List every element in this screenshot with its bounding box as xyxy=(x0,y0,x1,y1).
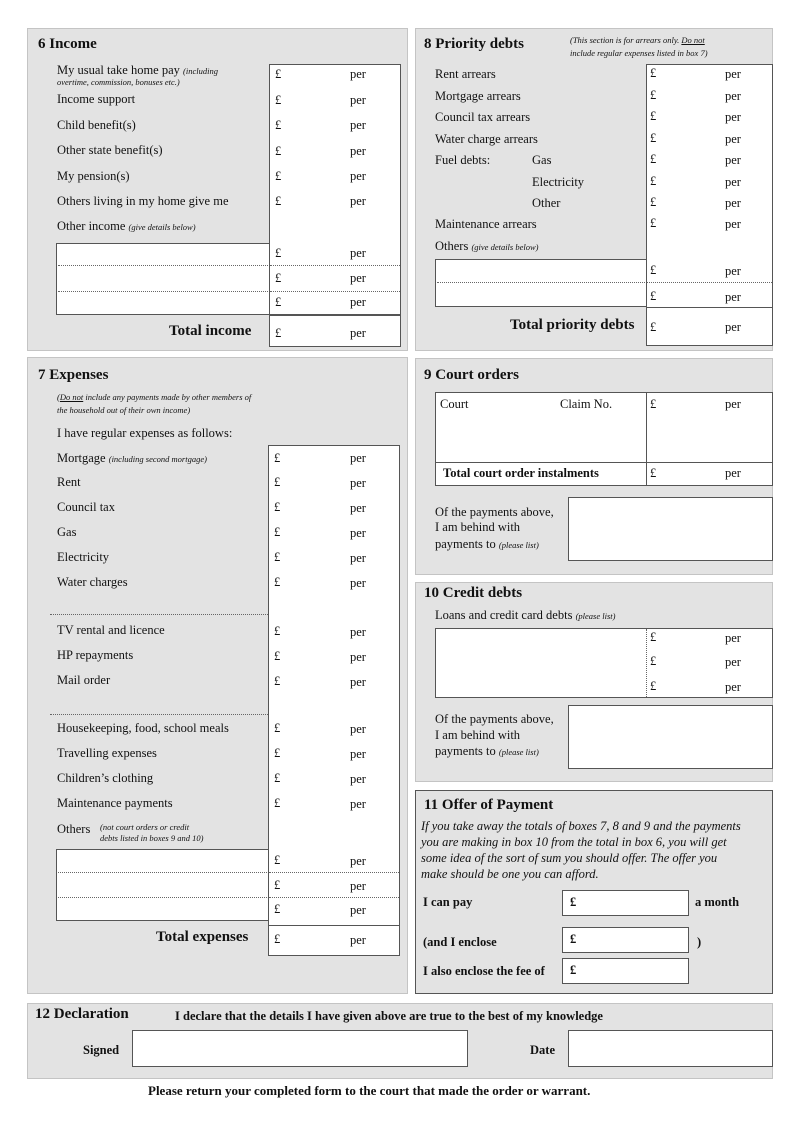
per-label: per xyxy=(350,551,366,565)
court-behind-label-3: payments to (please list) xyxy=(435,537,539,551)
court-behind-label-2: I am behind with xyxy=(435,520,521,534)
per-label: per xyxy=(350,67,366,81)
per-label: per xyxy=(725,397,741,411)
per-label: per xyxy=(350,501,366,515)
per-label: per xyxy=(725,67,741,81)
expense-label-gas: Gas xyxy=(57,525,77,539)
dotted-divider xyxy=(58,897,267,898)
pound-sign: £ xyxy=(650,131,657,145)
expense-label-hp: HP repayments xyxy=(57,648,134,662)
pound-sign: £ xyxy=(275,67,282,81)
pound-sign: £ xyxy=(274,649,281,663)
expense-others-details-input[interactable] xyxy=(56,849,269,921)
pound-sign: £ xyxy=(650,88,657,102)
per-label: per xyxy=(350,326,366,340)
dotted-divider xyxy=(270,265,400,266)
pound-sign: £ xyxy=(274,624,281,638)
per-label: per xyxy=(725,264,741,278)
pound-sign: £ xyxy=(650,174,657,188)
priority-debts-note-1: (This section is for arrears only. Do not xyxy=(570,35,705,45)
pound-sign: £ xyxy=(650,216,657,230)
pound-sign: £ xyxy=(650,152,657,166)
expense-label-others: Others xyxy=(57,822,91,836)
close-paren: ) xyxy=(697,935,702,949)
pound-sign: £ xyxy=(274,746,281,760)
pound-sign: £ xyxy=(275,271,282,285)
divider xyxy=(646,392,647,486)
fee-input[interactable] xyxy=(562,958,689,984)
expense-label-electricity: Electricity xyxy=(57,550,110,564)
per-label: per xyxy=(725,110,741,124)
pound-sign: £ xyxy=(274,902,281,916)
pound-sign: £ xyxy=(650,109,657,123)
court-behind-payments-input[interactable] xyxy=(568,497,773,561)
offer-text-3: some idea of the sort of sum you should offer. The offer you xyxy=(421,851,718,865)
fee-label: I also enclose the fee of xyxy=(423,964,545,978)
pound-sign: £ xyxy=(650,289,657,303)
per-label: per xyxy=(350,903,366,917)
dotted-divider xyxy=(58,872,267,873)
priority-label-electricity: Electricity xyxy=(532,175,585,189)
pound-sign: £ xyxy=(274,796,281,810)
per-label: per xyxy=(350,625,366,639)
pound-sign: £ xyxy=(274,878,281,892)
total-court-order-instalments-label: Total court order instalments xyxy=(443,466,599,480)
total-expenses-input[interactable] xyxy=(268,925,400,956)
per-label: per xyxy=(725,290,741,304)
i-can-pay-input[interactable] xyxy=(562,890,689,916)
expense-label-tv: TV rental and licence xyxy=(57,623,165,637)
per-label: per xyxy=(725,217,741,231)
offer-text-4: make should be one you can afford. xyxy=(421,867,599,881)
pound-sign: £ xyxy=(650,466,657,480)
priority-others-details-input[interactable] xyxy=(435,259,647,307)
a-month-label: a month xyxy=(695,895,740,909)
pound-sign: £ xyxy=(274,771,281,785)
expense-others-note-2: debts listed in boxes 9 and 10) xyxy=(100,833,204,843)
per-label: per xyxy=(350,169,366,183)
pound-sign: £ xyxy=(275,326,282,340)
income-label-other-income: Other income (give details below) xyxy=(57,219,196,233)
dotted-divider xyxy=(270,291,400,292)
signature-input[interactable] xyxy=(132,1030,468,1067)
total-income-label: Total income xyxy=(169,323,252,339)
i-enclose-label: (and I enclose xyxy=(423,935,497,949)
pound-sign: £ xyxy=(274,475,281,489)
priority-label-other: Other xyxy=(532,196,561,210)
pound-sign: £ xyxy=(650,679,657,693)
expense-label-mail-order: Mail order xyxy=(57,673,111,687)
dotted-divider xyxy=(58,265,268,266)
expenses-note-2: the household out of their own income) xyxy=(57,405,191,415)
pound-sign: £ xyxy=(650,263,657,277)
priority-label-maintenance-arrears: Maintenance arrears xyxy=(435,217,537,231)
court-orders-heading: 9 Court orders xyxy=(424,367,519,383)
dotted-divider xyxy=(647,282,772,283)
date-input[interactable] xyxy=(568,1030,773,1067)
income-label-state-benefit: Other state benefit(s) xyxy=(57,143,163,157)
expense-others-note-1: (not court orders or credit xyxy=(100,822,190,832)
pound-sign: £ xyxy=(650,320,657,334)
credit-debts-list-input[interactable] xyxy=(435,628,773,698)
per-label: per xyxy=(350,772,366,786)
pound-sign: £ xyxy=(650,66,657,80)
per-label: per xyxy=(350,675,366,689)
per-label: per xyxy=(725,680,741,694)
income-label-income-support: Income support xyxy=(57,92,136,106)
expenses-intro: I have regular expenses as follows: xyxy=(57,426,233,440)
per-label: per xyxy=(350,526,366,540)
per-label: per xyxy=(350,650,366,664)
pound-sign: £ xyxy=(650,195,657,209)
pound-sign: £ xyxy=(570,963,577,977)
credit-debts-subhead: Loans and credit card debts (please list) xyxy=(435,608,616,622)
priority-label-others: Others (give details below) xyxy=(435,239,539,253)
total-expenses-label: Total expenses xyxy=(156,929,249,945)
expense-label-travelling: Travelling expenses xyxy=(57,746,157,760)
pound-sign: £ xyxy=(274,674,281,688)
per-label: per xyxy=(725,89,741,103)
date-label: Date xyxy=(530,1043,555,1057)
per-label: per xyxy=(350,476,366,490)
credit-behind-label-2: I am behind with xyxy=(435,728,521,742)
expenses-amount-column[interactable] xyxy=(268,445,400,926)
pound-sign: £ xyxy=(275,194,282,208)
offer-heading: 11 Offer of Payment xyxy=(424,797,554,813)
per-label: per xyxy=(725,132,741,146)
pound-sign: £ xyxy=(650,397,657,411)
footer-instruction: Please return your completed form to the court that made the order or warrant. xyxy=(148,1083,591,1098)
priority-label-rent-arrears: Rent arrears xyxy=(435,67,496,81)
per-label: per xyxy=(725,153,741,167)
dotted-divider xyxy=(437,282,645,283)
per-label: per xyxy=(350,144,366,158)
pound-sign: £ xyxy=(570,932,577,946)
income-label-pension: My pension(s) xyxy=(57,169,130,183)
per-label: per xyxy=(350,747,366,761)
credit-behind-payments-input[interactable] xyxy=(568,705,773,769)
divider xyxy=(646,307,773,308)
claim-number-column-label: Claim No. xyxy=(560,397,613,411)
income-amount-column[interactable] xyxy=(269,64,401,315)
pound-sign: £ xyxy=(274,575,281,589)
court-behind-label-1: Of the payments above, xyxy=(435,505,554,519)
other-income-details-input[interactable] xyxy=(56,243,270,315)
expense-label-water: Water charges xyxy=(57,575,128,589)
dotted-divider xyxy=(646,629,647,697)
priority-label-mortgage-arrears: Mortgage arrears xyxy=(435,89,521,103)
pound-sign: £ xyxy=(275,93,282,107)
per-label: per xyxy=(350,854,366,868)
per-label: per xyxy=(350,576,366,590)
priority-debts-note-2: include regular expenses listed in box 7) xyxy=(570,48,708,58)
expense-label-rent: Rent xyxy=(57,475,81,489)
income-label-others-living: Others living in my home give me xyxy=(57,194,229,208)
per-label: per xyxy=(725,175,741,189)
income-label-child-benefit: Child benefit(s) xyxy=(57,118,136,132)
income-label-take-home: My usual take home pay (including xyxy=(57,63,218,77)
pound-sign: £ xyxy=(274,721,281,735)
pound-sign: £ xyxy=(275,144,282,158)
income-label-take-home-note: overtime, commission, bonuses etc.) xyxy=(57,77,180,87)
court-column-label: Court xyxy=(440,397,469,411)
i-enclose-input[interactable] xyxy=(562,927,689,953)
expense-label-mortgage: Mortgage (including second mortgage) xyxy=(57,451,207,465)
credit-behind-label-1: Of the payments above, xyxy=(435,712,554,726)
dotted-divider xyxy=(269,872,399,873)
income-heading: 6 Income xyxy=(38,36,97,52)
dotted-divider xyxy=(58,291,268,292)
i-can-pay-label: I can pay xyxy=(423,895,473,909)
per-label: per xyxy=(725,320,741,334)
per-label: per xyxy=(725,655,741,669)
pound-sign: £ xyxy=(274,500,281,514)
declaration-statement: I declare that the details I have given above are true to the best of my knowledge xyxy=(175,1009,603,1023)
per-label: per xyxy=(350,194,366,208)
pound-sign: £ xyxy=(274,451,281,465)
pound-sign: £ xyxy=(275,169,282,183)
per-label: per xyxy=(350,451,366,465)
per-label: per xyxy=(350,118,366,132)
priority-label-council-tax-arrears: Council tax arrears xyxy=(435,110,531,124)
priority-label-fuel-debts: Fuel debts: xyxy=(435,153,491,167)
priority-debts-heading: 8 Priority debts xyxy=(424,36,524,52)
per-label: per xyxy=(350,933,366,947)
signed-label: Signed xyxy=(83,1043,120,1057)
per-label: per xyxy=(350,879,366,893)
pound-sign: £ xyxy=(274,550,281,564)
offer-text-2: you are making in box 10 from the total in box 6, you will get xyxy=(421,835,727,849)
per-label: per xyxy=(725,466,741,480)
pound-sign: £ xyxy=(274,525,281,539)
per-label: per xyxy=(350,271,366,285)
per-label: per xyxy=(350,295,366,309)
pound-sign: £ xyxy=(275,246,282,260)
per-label: per xyxy=(725,196,741,210)
pound-sign: £ xyxy=(274,932,281,946)
per-label: per xyxy=(350,93,366,107)
expense-label-maintenance: Maintenance payments xyxy=(57,796,173,810)
credit-debts-heading: 10 Credit debts xyxy=(424,585,523,601)
per-label: per xyxy=(350,246,366,260)
expenses-note-1: (Do not include any payments made by other members of xyxy=(57,392,252,402)
pound-sign: £ xyxy=(570,895,577,909)
per-label: per xyxy=(350,797,366,811)
offer-text-1: If you take away the totals of boxes 7, 8 and 9 and the payments xyxy=(421,819,741,833)
credit-behind-label-3: payments to (please list) xyxy=(435,744,539,758)
expenses-heading: 7 Expenses xyxy=(38,367,109,383)
per-label: per xyxy=(350,722,366,736)
pound-sign: £ xyxy=(275,295,282,309)
expense-label-council-tax: Council tax xyxy=(57,500,115,514)
priority-label-water-arrears: Water charge arrears xyxy=(435,132,538,146)
expense-label-childrens-clothing: Children’s clothing xyxy=(57,771,154,785)
pound-sign: £ xyxy=(650,630,657,644)
divider xyxy=(435,462,773,463)
pound-sign: £ xyxy=(275,118,282,132)
expense-label-housekeeping: Housekeeping, food, school meals xyxy=(57,721,229,735)
dotted-divider xyxy=(269,897,399,898)
pound-sign: £ xyxy=(650,654,657,668)
pound-sign: £ xyxy=(274,853,281,867)
priority-label-gas: Gas xyxy=(532,153,552,167)
total-priority-debts-label: Total priority debts xyxy=(510,317,635,333)
priority-amount-column[interactable] xyxy=(646,64,773,346)
per-label: per xyxy=(725,631,741,645)
total-income-input[interactable] xyxy=(269,315,401,347)
declaration-heading: 12 Declaration xyxy=(35,1006,129,1022)
